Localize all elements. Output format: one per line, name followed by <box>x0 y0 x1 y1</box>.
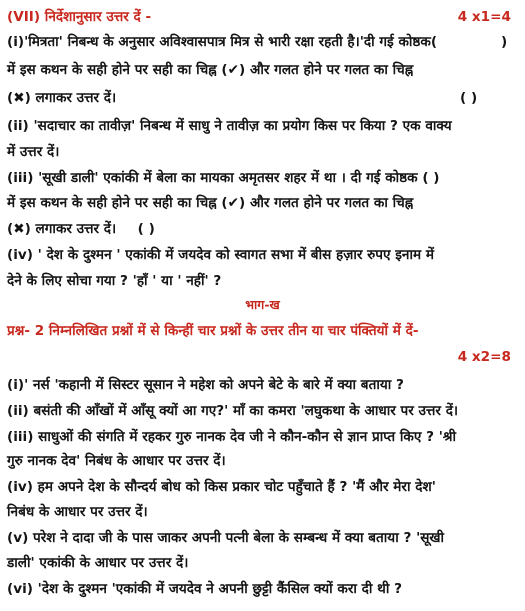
part-b-title: भाग-ख <box>245 297 280 312</box>
q1-line3: (✖) लगाकर उत्तर दें। <box>7 90 117 106</box>
section-marks: 4 x1=4 <box>457 9 511 25</box>
pb-q1: (i)' नर्स 'कहानी में सिस्टर सूसान ने महेश को अपने बेटे के बारे में क्या बताया ? <box>7 377 404 393</box>
q1-answer-parens: ( ) <box>460 90 478 106</box>
section-heading: (VII) निर्देशानुसार उत्तर दें - <box>7 9 152 25</box>
q4-line1: (iv) ' देश के दुश्मन ' एकांकी में जयदेव को स्वागत सभा में बीस हज़ार रुपए इनाम में <box>7 247 434 263</box>
pb-q5-line2: डाली' एकांकी के आधार पर उत्तर दें। <box>7 555 189 571</box>
q3-line3 <box>7 220 155 238</box>
part-b-heading: प्रश्न- 2 निम्नलिखित प्रश्नों में से किन्हीं चार प्रश्नों के उत्तर तीन या चार पंक्तियों में दें- <box>7 323 419 339</box>
q4-line2: देने के लिए सोचा गया ? 'हाँ ' या ' नहीं' ? <box>7 273 222 289</box>
q3-line3-text: (✖) लगाकर उत्तर दें। <box>7 221 117 237</box>
pb-q4-line1: (iv) हम अपने देश के सौन्दर्य बोध को किस प्रकार चोट पहुँचाते हैं ? 'मैं और मेरा देश' <box>7 479 436 495</box>
pb-q2: (ii) बसंती की आँखों में आँसू क्यों आ गए?' माँ का कमरा 'लघुकथा के आधार पर उत्तर दें। <box>7 403 459 419</box>
pb-q5-line1: (v) परेश ने दादा जी के पास जाकर अपनी पत्नी बेला के सम्बन्ध में क्या बताया ? 'सूखी <box>7 530 445 546</box>
pb-q3-line1: (iii) साधुओं की संगति में रहकर गुरु नानक देव जी ने कौन-कौन से ज्ञान प्राप्त किए ? 'श्री <box>7 429 457 445</box>
q1-paren: ) <box>501 34 508 50</box>
pb-q6: (vi) 'देश के दुश्मन 'एकांकी में जयदेव ने अपनी छुट्टी कैंसिल क्यों करा दी थी ? <box>7 581 402 597</box>
pb-q3-line2: गुरु नानक देव' निबंध के आधार पर उत्तर दें। <box>7 453 226 469</box>
q1-line1: (i)'मित्रता' निबन्ध के अनुसार अविश्वासपात्र मित्र से भारी रक्षा रहती है।'दी गई कोष्ठक( <box>7 34 438 50</box>
q3-line2: में इस कथन के सही होने पर सही का चिह्न (✔) और गलत होने पर गलत का चिह्न <box>7 195 414 211</box>
part-b-marks: 4 x2=8 <box>457 349 511 365</box>
q3-answer-parens: ( ) <box>137 221 155 237</box>
q3-line1: (iii) 'सूखी डाली' एकांकी में बेला का मायका अमृतसर शहर में था । दी गई कोष्ठक ( ) <box>7 170 440 186</box>
pb-q4-line2: निबंध के आधार पर उत्तर दें। <box>7 504 148 520</box>
q2-line2: में उत्तर दें। <box>7 144 60 160</box>
q1-line2: में इस कथन के सही होने पर सही का चिह्न (✔) और गलत होने पर गलत का चिह्न <box>7 62 414 78</box>
q2-line1: (ii) 'सदाचार का तावीज़' निबन्ध में साधु ने तावीज़ का प्रयोग किस पर किया ? एक वाक्य <box>7 118 452 134</box>
